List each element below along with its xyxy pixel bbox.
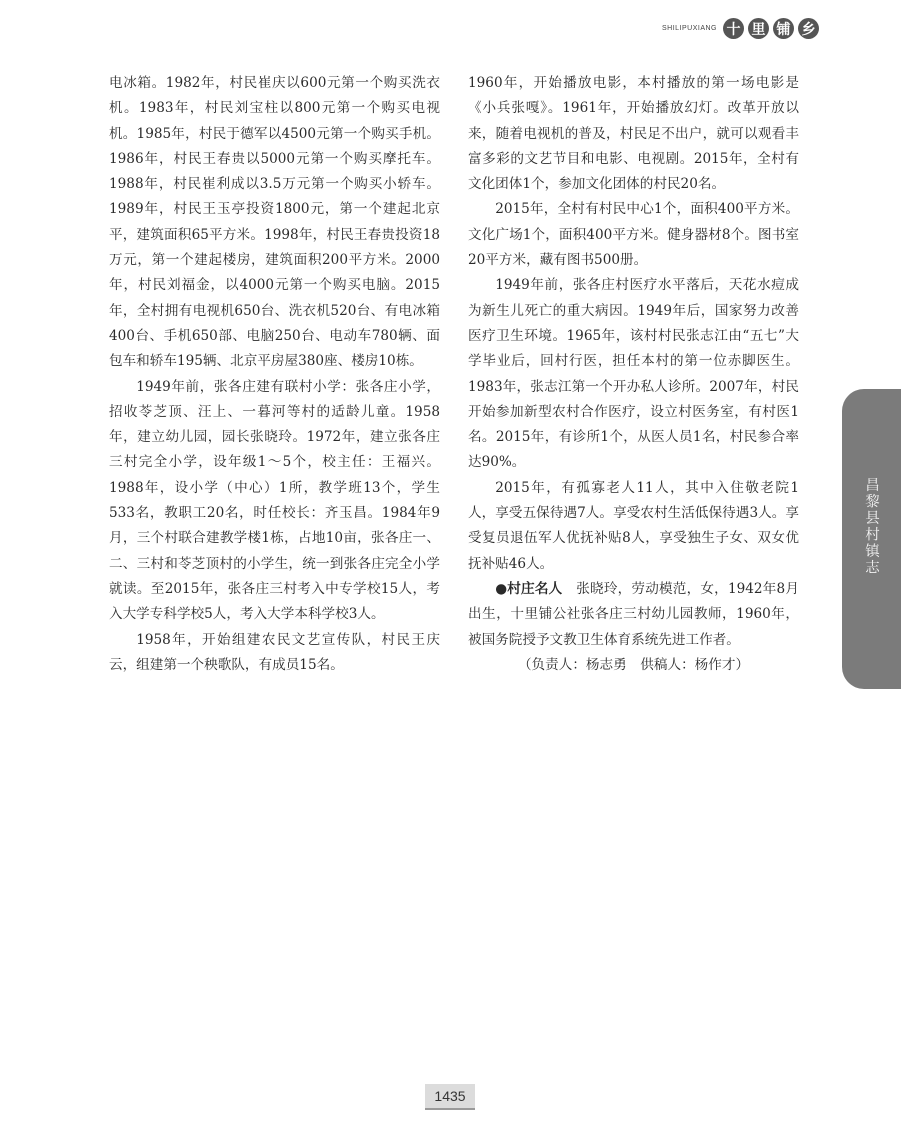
paragraph-film: 1960年，开始播放电影，本村播放的第一场电影是《小兵张嘎》。1961年，开始播放幻灯。改革开放以来，随着电视机的普及，村民足不出户，就可以观看丰富多彩的文艺节目和电影、电视剧。2015年，全村有文化团体1个，参加文化团体的村民20名。 (468, 75, 799, 193)
paragraph-appliances: 电冰箱。1982年，村民崔庆以600元第一个购买洗衣机。1983年，村民刘宝柱以800元第一个购买电视机。1985年，村民于德军以4500元第一个购买手机。1986年，村民王春贵以5000元第一个购买摩托车。1988年，村民崔利成以3.5万元第一个购买小轿车。1989年，村民王玉亭投资1800元，第一个建起北京平，建筑面积65平方米。1998年，村民王春贵投资18万元，第一个建起楼房，建筑面积200平方米。2000年，村民刘福金，以4000元第一个购买电脑。2015年，全村拥有电视机650台、洗衣机520台、有电冰箱400台、手机650部、电脑250台、电动车780辆、面包车和轿车195辆、北京平房屋380座、楼房10栋。 (109, 75, 440, 370)
header-char-1: 十 (723, 18, 744, 39)
header-pinyin: SHILIPUXIANG (661, 25, 717, 32)
side-tab-label: 昌黎县村镇志 (863, 477, 879, 576)
page-number: 1435 (425, 1084, 475, 1110)
paragraph-medical: 1949年前，张各庄村医疗水平落后，天花水痘成为新生儿死亡的重大病因。1949年后，国家努力改善医疗卫生环境。1965年，该村村民张志江由“五七”大学毕业后，回村行医，担任本村的第一位赤脚医生。1983年，张志江第一个开办私人诊所。2007年，村民开始参加新型农村合作医疗，设立村医务室，有村医1名。2015年，有诊所1个，从医人员1名，村民参合率达90%。 (468, 277, 799, 471)
paragraph-welfare: 2015年，有孤寡老人11人，其中入住敬老院1人，享受五保待遇7人。享受农村生活低保待遇3人。享受复员退伍军人优抚补贴8人，享受独生子女、双女优抚补贴46人。 (468, 479, 799, 572)
side-tab (842, 389, 901, 689)
credits-line: （负责人：杨志勇 供稿人：杨作才） (517, 656, 750, 673)
paragraph-famous-person (468, 577, 799, 653)
paragraph-culture-start: 1958年，开始组建农民文艺宣传队，村民王庆云，组建第一个秧歌队，有成员15名。 (109, 631, 440, 673)
famous-person-text: 张晓玲，劳动模范，女，1942年8月出生，十里铺公社张各庄三村幼儿园教师，1960年，被国务院授予文教卫生体育系统先进工作者。 (468, 580, 799, 648)
header-char-3: 铺 (773, 18, 794, 39)
right-column (468, 71, 799, 678)
paragraph-facilities: 2015年，全村有村民中心1个，面积400平方米。文化广场1个，面积400平方米。健身器材8个。图书室20平方米，藏有图书500册。 (468, 201, 799, 269)
famous-person-label: ●村庄名人 (495, 580, 563, 597)
left-column (109, 71, 440, 678)
header-char-4: 乡 (798, 18, 819, 39)
header-char-2: 里 (748, 18, 769, 39)
running-header (662, 18, 819, 39)
paragraph-education: 1949年前，张各庄建有联村小学：张各庄小学，招收苓芝顶、汪上、一暮河等村的适龄儿童。1958年，建立幼儿园，园长张晓玲。1972年，建立张各庄三村完全小学，设年级1～5个，校主任：王福兴。1988年，设小学（中心）1所，教学班13个，学生533名，教职工20名，时任校长：齐玉昌。1984年9月，三个村联合建教学楼1栋，占地10亩，张各庄一、二、三村和苓芝顶村的小学生，统一到张各庄完全小学就读。至2015年，张各庄三村考入中专学校15人，考入大学专科学校5人，考入大学本科学校3人。 (109, 378, 440, 623)
